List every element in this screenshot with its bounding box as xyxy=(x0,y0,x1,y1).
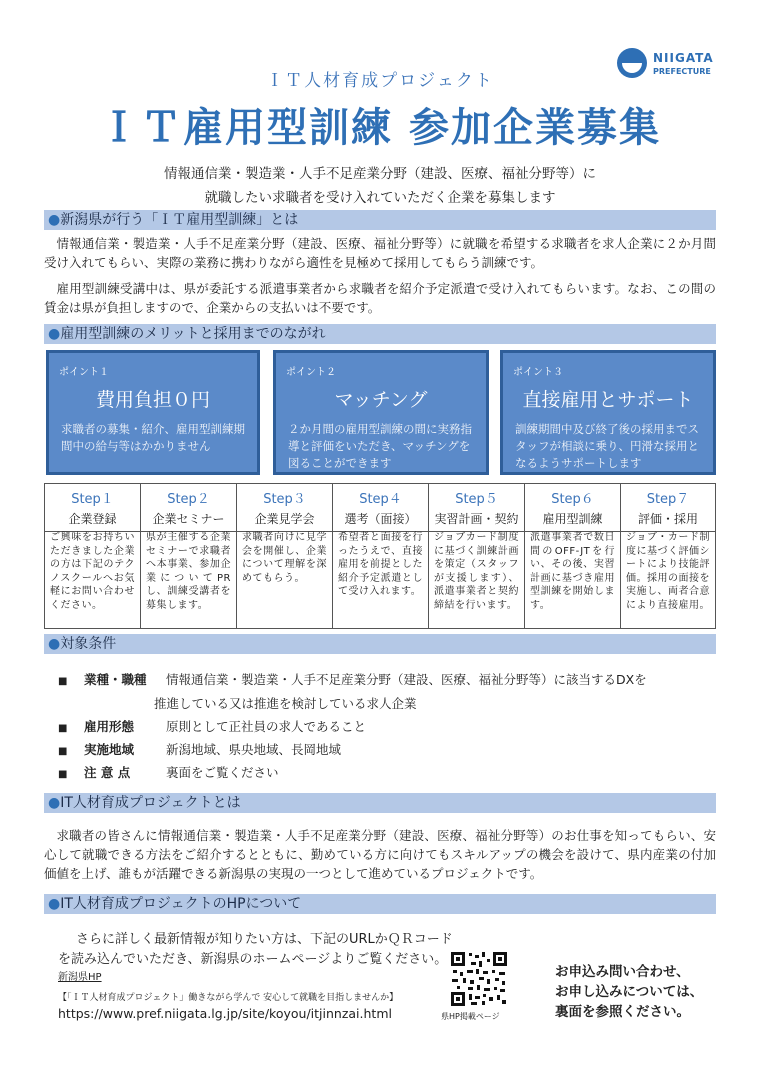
intro-line-1: 情報通信業・製造業・人手不足産業分野（建設、医療、福祉分野等）に xyxy=(164,166,596,182)
point-description: ２か月間の雇用型訓練の間に実務指導と評価をいただき、マッチングを図ることができます xyxy=(288,422,472,470)
section-header-project xyxy=(44,793,716,813)
project-paragraph: 求職者の皆さんに情報通信業・製造業・人手不足産業分野（建設、医療、福祉分野等）のお仕事を知ってもらい、安心して就職できる方法をご紹介するとともに、勤めている方に向けてもスキルアップの機会を設けて、県内産業の付加価値を上げ、誰もが活躍できる新潟県の実現の一つとして進めているプロジェクトです。 xyxy=(44,828,716,881)
condition-key: 注 意 点 xyxy=(84,765,131,780)
bullet-dot-icon: ● xyxy=(48,636,61,652)
section-title: 対象条件 xyxy=(60,636,117,652)
step-number: Step５ xyxy=(455,492,498,507)
step-column-3 xyxy=(237,484,333,628)
section-title: IT人材育成プロジェクトのHPについて xyxy=(60,896,302,912)
about-paragraph-1: 情報通信業・製造業・人手不足産業分野（建設、医療、福祉分野等）に就職を希望する求職者を求人企業に２か月間受け入れてもらい、実際の業務に携わりながら適性を見極めて採用してもらう訓練です。 xyxy=(44,236,716,270)
condition-key: 業種・職種 xyxy=(84,672,147,687)
steps-table xyxy=(44,483,716,629)
logo-text-prefecture: PREFECTURE xyxy=(653,67,711,76)
square-bullet-icon: ■ xyxy=(58,723,68,734)
section-title: 新潟県が行う「ＩＴ雇用型訓練」とは xyxy=(60,212,299,228)
condition-value: 新潟地域、県央地域、長岡地域 xyxy=(166,742,342,757)
step-description: ご興味をお持ちいただきました企業の方は下記のテクノスクールへお気軽にお問い合わせください。 xyxy=(50,532,135,611)
intro-line-2: 就職したい求職者を受け入れていただく企業を募集します xyxy=(204,190,556,206)
square-bullet-icon: ■ xyxy=(58,746,68,757)
apply-note-line-3: 裏面を参照ください。 xyxy=(555,1004,690,1020)
point-card-3 xyxy=(500,350,716,475)
apply-note-line-1: お申込み問い合わせ、 xyxy=(555,964,690,980)
bullet-dot-icon: ● xyxy=(48,896,61,912)
step-name: 企業登録 xyxy=(45,510,140,532)
step-column-5 xyxy=(429,484,525,628)
step-number: Step３ xyxy=(263,492,306,507)
step-number: Step１ xyxy=(71,492,114,507)
step-number: Step７ xyxy=(646,492,690,507)
point-title: 直接雇用とサポート xyxy=(522,389,694,411)
condition-value: 原則として正社員の求人であること xyxy=(166,719,367,734)
section-header-homepage xyxy=(44,894,716,914)
point-card-2 xyxy=(273,350,489,475)
project-subtitle: ＩＴ人材育成プロジェクト xyxy=(266,71,494,91)
point-label: ポイント２ xyxy=(286,367,336,378)
step-number: Step６ xyxy=(551,492,594,507)
square-bullet-icon: ■ xyxy=(58,769,68,780)
step-description: 県が主催する企業セミナーで求職者へ本事業、参加企業についてPRし、訓練受講者を募集します。 xyxy=(146,532,231,611)
hp-link-description: 【「ＩＴ人材育成プロジェクト」働きながら学んで 安心して就職を目指しませんか】 xyxy=(58,993,399,1003)
step-number: Step２ xyxy=(167,492,210,507)
niigata-logo-icon xyxy=(617,48,647,78)
step-description: 求職者向けに見学会を開催し、企業について理解を深めてもらう。 xyxy=(242,532,327,584)
step-column-1 xyxy=(45,484,141,628)
point-description: 訓練期間中及び終了後の採用までスタッフが相談に乗り、円滑な採用となるようサポートします xyxy=(515,422,699,470)
hp-text-line-2: を読み込んでいただき、新潟県のホームページよりご覧ください。 xyxy=(58,952,448,967)
step-column-2 xyxy=(141,484,237,628)
niigata-logo xyxy=(617,48,717,88)
condition-value: 情報通信業・製造業・人手不足産業分野（建設、医療、福祉分野等）に該当するDXを xyxy=(166,672,647,687)
step-name: 雇用型訓練 xyxy=(525,510,620,532)
step-name: 実習計画・契約 xyxy=(429,510,524,532)
section-header-merits xyxy=(44,324,716,344)
hp-url-link[interactable]: https://www.pref.niigata.lg.jp/site/koyou/itjinnzai.html xyxy=(58,1006,392,1021)
section-title: 雇用型訓練のメリットと採用までのながれ xyxy=(60,326,326,342)
apply-note-line-2: お申し込みについては、 xyxy=(555,984,704,1000)
point-description: 求職者の募集・紹介、雇用型訓練期間中の給与等はかかりません xyxy=(61,422,245,453)
point-title: マッチング xyxy=(334,389,428,411)
step-description: 派遣事業者で数日間のOFF-JTを行い、その後、実習計画に基づき雇用型訓練を開始します。 xyxy=(530,532,615,611)
step-name: 選考（面接） xyxy=(333,510,428,532)
point-title: 費用負担０円 xyxy=(95,389,210,411)
point-label: ポイント１ xyxy=(59,367,109,378)
step-name: 評価・採用 xyxy=(621,510,715,532)
step-description: 希望者と面接を行ったうえで、直接雇用を前提とした紹介予定派遣として受け入れます。 xyxy=(338,532,423,597)
step-name: 企業セミナー xyxy=(141,510,236,532)
point-label: ポイント３ xyxy=(513,367,563,378)
page-title: ＩＴ雇用型訓練 参加企業募集 xyxy=(99,105,661,151)
step-column-7 xyxy=(621,484,715,628)
condition-key: 実施地域 xyxy=(84,742,135,757)
condition-row-notes xyxy=(58,763,279,781)
hp-text-line-1: さらに詳しく最新情報が知りたい方は、下記のURLかＱＲコード xyxy=(76,932,453,947)
condition-value-continued: 推進している又は推進を検討している求人企業 xyxy=(154,696,417,711)
bullet-dot-icon: ● xyxy=(48,326,61,342)
logo-text-niigata: NIIGATA xyxy=(653,51,714,65)
condition-value: 裏面をご覧ください xyxy=(166,765,279,780)
qr-caption: 県HP掲載ページ xyxy=(441,1012,500,1021)
section-header-conditions xyxy=(44,634,716,654)
step-description: ジョブ・カード制度に基づく評価シートにより技能評価。採用の面接を実施し、両者合意により直接雇用。 xyxy=(626,532,710,611)
bullet-dot-icon: ● xyxy=(48,795,61,811)
step-column-6 xyxy=(525,484,621,628)
condition-key: 雇用形態 xyxy=(84,719,135,734)
condition-row-industry xyxy=(58,670,647,688)
hp-link-label[interactable]: 新潟県HP xyxy=(58,972,102,983)
section-title: IT人材育成プロジェクトとは xyxy=(60,795,241,811)
section-header-about xyxy=(44,210,716,230)
step-column-4 xyxy=(333,484,429,628)
condition-row-region xyxy=(58,740,341,758)
qr-code-icon[interactable] xyxy=(449,950,509,1008)
step-name: 企業見学会 xyxy=(237,510,332,532)
point-card-1 xyxy=(46,350,260,475)
bullet-dot-icon: ● xyxy=(48,212,61,228)
condition-row-employment xyxy=(58,717,366,735)
step-number: Step４ xyxy=(359,492,402,507)
about-paragraph-2: 雇用型訓練受講中は、県が委託する派遣事業者から求職者を紹介予定派遣で受け入れてもらいます。なお、この間の賃金は県が負担しますので、企業からの支払いは不要です。 xyxy=(44,281,716,315)
step-description: ジョブカード制度に基づく訓練計画を策定（スタッフが支援します）、派遣事業者と契約締結を行います。 xyxy=(434,532,519,611)
square-bullet-icon: ■ xyxy=(58,676,68,687)
